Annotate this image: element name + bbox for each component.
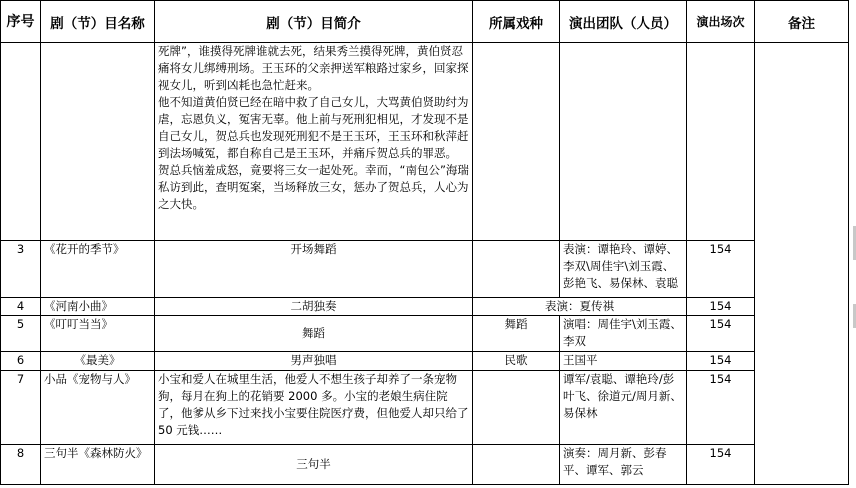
cell-summary: [155, 43, 473, 241]
cell-remark: [755, 43, 849, 485]
cell-count: [687, 43, 755, 241]
cell-genre: 舞蹈: [473, 316, 560, 352]
table-row: [1, 298, 849, 316]
cell-no: 8: [1, 445, 41, 485]
cell-name: [41, 43, 155, 241]
cell-count: 154: [687, 298, 755, 316]
header-name: 剧（节）目名称: [41, 1, 155, 43]
cell-name: 《河南小曲》: [41, 298, 155, 316]
header-team: 演出团队（人员）: [560, 1, 687, 43]
cell-no: 5: [1, 316, 41, 352]
header-count: 演出场次: [687, 1, 755, 43]
cell-name: 《叮叮当当》: [41, 316, 155, 352]
cell-name: 《最美》: [41, 352, 155, 371]
cell-name: 小品《宠物与人》: [41, 371, 155, 445]
cell-summary: 小宝和爱人在城里生活，他爱人不想生孩子却养了一条宠物狗，每月在狗上的花销要 2000 多。小宝的老娘生病住院了，他爹从乡下过来找小宝要住院医疗费，但他爱人却只给了 50 元钱……: [155, 371, 473, 445]
cell-team: [560, 43, 687, 241]
cell-team: 谭军/袁聪、谭艳玲/彭叶飞、徐道元/周月新、易保林: [560, 371, 687, 445]
summary-paragraph: 死牌”，谁摸得死牌谁就去死，结果秀兰摸得死牌，黄伯贤忍痛将女儿绑缚刑场。王玉环的父亲押送军粮路过家乡，回家探视女儿，听到凶耗也急忙赶来。: [158, 44, 469, 92]
header-row: [1, 1, 849, 43]
cell-count: 154: [687, 445, 755, 485]
cell-summary: 开场舞蹈: [155, 241, 473, 298]
cell-summary: 男声独唱: [155, 352, 473, 371]
cell-no: 3: [1, 241, 41, 298]
header-remark: 备注: [755, 1, 849, 43]
cell-team: 表演：谭艳玲、谭婷、李双\周佳宇\刘玉霞、彭艳飞、易保林、袁聪: [560, 241, 687, 298]
cell-genre: [473, 241, 560, 298]
cell-no: 6: [1, 352, 41, 371]
cell-genre: [473, 371, 560, 445]
table-row: [1, 352, 849, 371]
cell-name: 三句半《森林防火》: [41, 445, 155, 485]
cell-summary: 三句半: [155, 445, 473, 485]
cell-count: 154: [687, 241, 755, 298]
table-row: [1, 43, 849, 241]
table-row: [1, 241, 849, 298]
cell-no: 4: [1, 298, 41, 316]
cell-count: 154: [687, 316, 755, 352]
cell-count: 154: [687, 352, 755, 371]
cell-team: 演唱：周佳宇\刘玉霞、李双: [560, 316, 687, 352]
cell-summary: 舞蹈: [155, 316, 473, 352]
cell-count: 154: [687, 371, 755, 445]
table-row: [1, 371, 849, 445]
cell-genre: 民歌: [473, 352, 560, 371]
cell-no: [1, 43, 41, 241]
table-row: [1, 316, 849, 352]
cell-summary: 二胡独奏: [155, 298, 473, 316]
cell-team: 王国平: [560, 352, 687, 371]
cell-name: 《花开的季节》: [41, 241, 155, 298]
header-summary: 剧（节）目简介: [155, 1, 473, 43]
cell-genre: [473, 445, 560, 485]
cell-team: 演奏：周月新、彭春平、谭军、郭云: [560, 445, 687, 485]
header-no: 序号: [1, 1, 41, 43]
header-genre: 所属戏种: [473, 1, 560, 43]
cell-genre: [473, 43, 560, 241]
summary-paragraph: 他不知道黄伯贤已经在暗中救了自己女儿，大骂黄伯贤助纣为虐，忘恩负义，冤害无辜。他上前与死刑犯相见，才发现不是自己女儿，贺总兵也发现死刑犯不是王玉环，王玉环和秋萍赶到法场喊冤，都自称自己是王玉环，并痛斥贺总兵的罪恶。: [158, 95, 469, 160]
summary-paragraph: 贺总兵恼羞成怒，竟要将三女一起处死。幸而，“南包公”海瑞私访到此，查明冤案，当场释放三女，惩办了贺总兵，人心为之大快。: [158, 163, 469, 211]
table-row: [1, 445, 849, 485]
cell-no: 7: [1, 371, 41, 445]
cell-team: 表演：夏传祺: [473, 298, 687, 316]
